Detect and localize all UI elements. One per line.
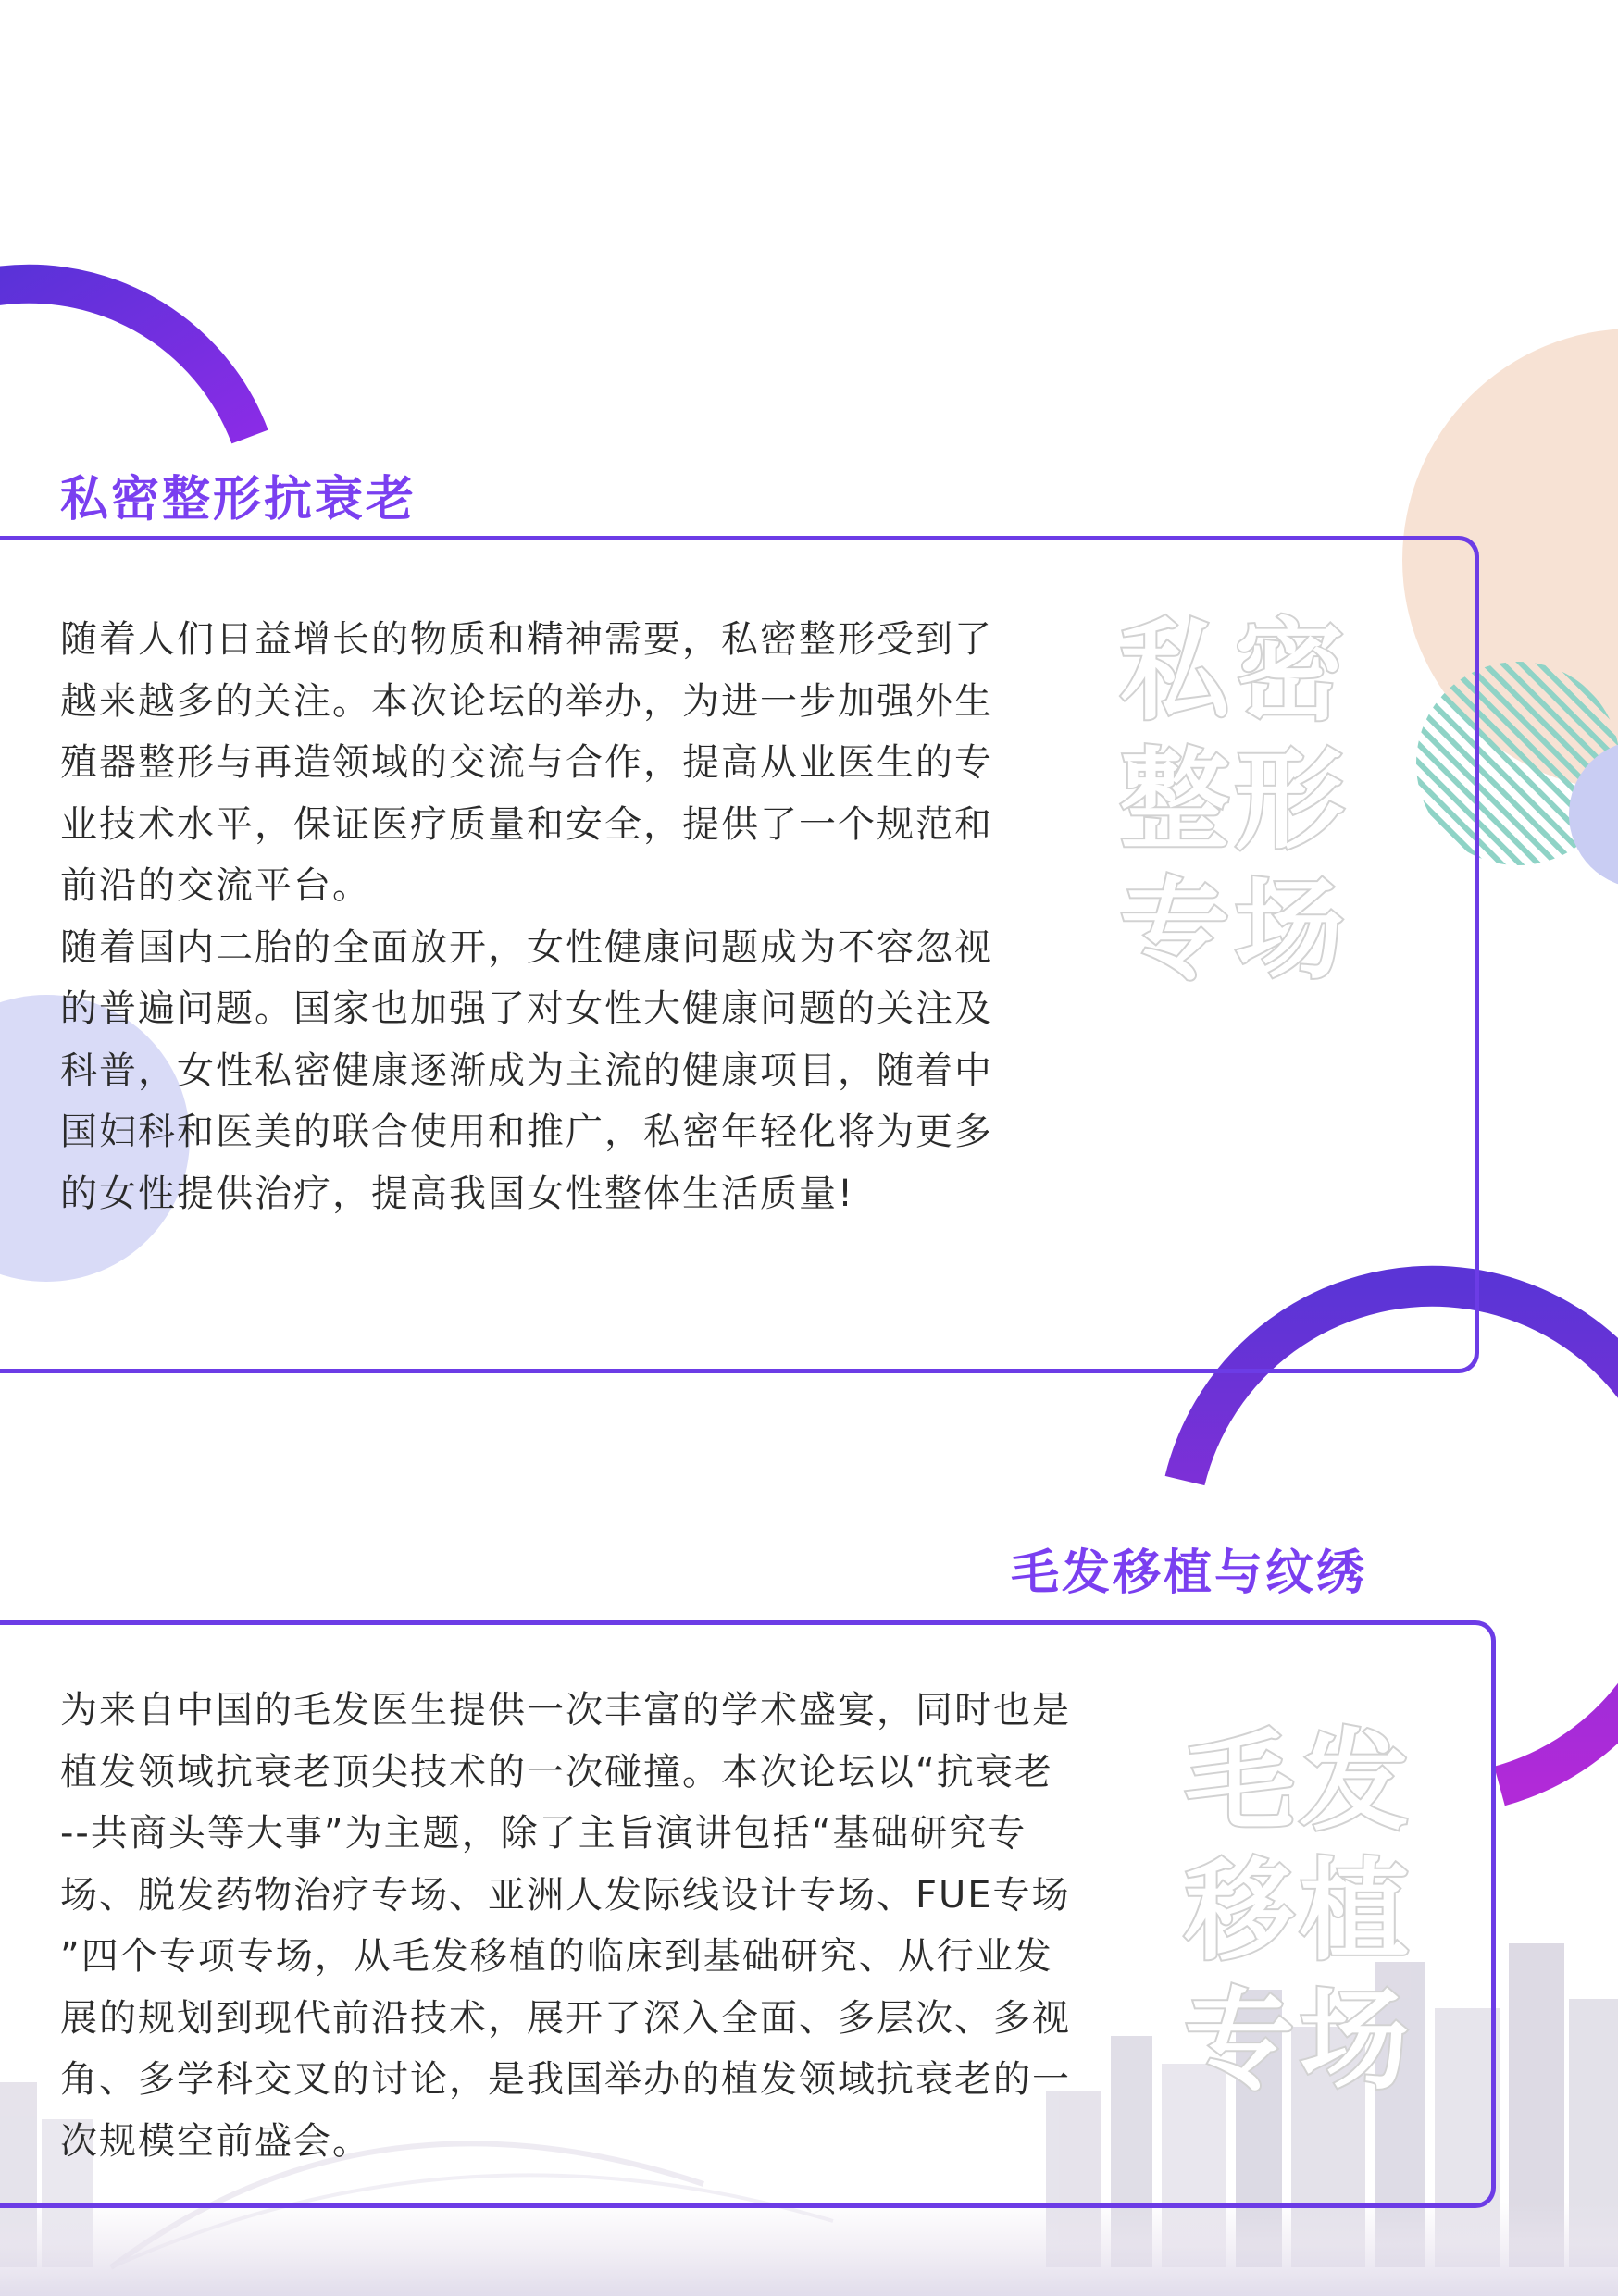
bottom-haze (0, 2203, 1618, 2296)
section1-title: 私密整形抗衰老 (60, 472, 417, 527)
text-line: 植发领域抗衰老顶尖技术的一次碰撞。本次论坛以“抗衰老 (60, 1750, 1053, 1793)
section2-big-label (1185, 1717, 1414, 2105)
text-line: --共商头等大事”为主题，除了主旨演讲包括“基础研究专 (60, 1812, 1027, 1855)
big-label-line: 专场 (1120, 866, 1350, 994)
text-line: 殖器整形与再造领域的交流与合作，提高从业医生的专 (60, 741, 993, 784)
big-label-line: 私密 (1120, 607, 1350, 735)
text-line: 前沿的交流平台。 (60, 864, 371, 907)
text-line: 为来自中国的毛发医生提供一次丰富的学术盛宴，同时也是 (60, 1689, 1071, 1731)
text-line: ”四个专项专场，从毛发移植的临床到基础研究、从行业发 (60, 1935, 1053, 1978)
text-line: 随着人们日益增长的物质和精神需要，私密整形受到了 (60, 618, 993, 661)
text-line: 科普，女性私密健康逐渐成为主流的健康项目，随着中 (60, 1049, 993, 1092)
text-line: 国妇科和医美的联合使用和推广，私密年轻化将为更多 (60, 1111, 993, 1153)
text-line: 角、多学科交叉的讨论，是我国举办的植发领域抗衰老的一 (60, 2058, 1071, 2101)
big-label-line: 专场 (1185, 1977, 1415, 2104)
text-line: 展的规划到现代前沿技术，展开了深入全面、多层次、多视 (60, 1996, 1071, 2040)
text-line: 业技术水平，保证医疗质量和安全，提供了一个规范和 (60, 802, 993, 846)
section2-paragraph-1 (60, 1680, 1152, 2172)
text-line: 随着国内二胎的全面放开，女性健康问题成为不容忽视 (60, 925, 993, 969)
text-line: 的普遍问题。国家也加强了对女性大健康问题的关注及 (60, 987, 993, 1030)
text-line: 越来越多的关注。本次论坛的举办，为进一步加强外生 (60, 679, 993, 723)
big-label-line: 毛发 (1185, 1718, 1415, 1845)
section1-big-label (1120, 606, 1350, 995)
section2-body (60, 1680, 1152, 2172)
section1-paragraph-1 (60, 609, 1088, 917)
text-line: 的女性提供治疗，提高我国女性整体生活质量! (60, 1172, 855, 1215)
big-label-line: 移植 (1185, 1847, 1415, 1975)
text-line: 次规模空前盛会。 (60, 2119, 371, 2163)
big-label-line: 整形 (1120, 737, 1350, 864)
section1-paragraph-2 (60, 917, 1088, 1225)
text-line: 场、脱发药物治疗专场、亚洲人发际线设计专场、FUE专场 (60, 1873, 1071, 1917)
section1-body (60, 609, 1088, 1224)
section2-title: 毛发移植与纹绣 (1011, 1545, 1368, 1601)
top-arc (0, 284, 250, 437)
